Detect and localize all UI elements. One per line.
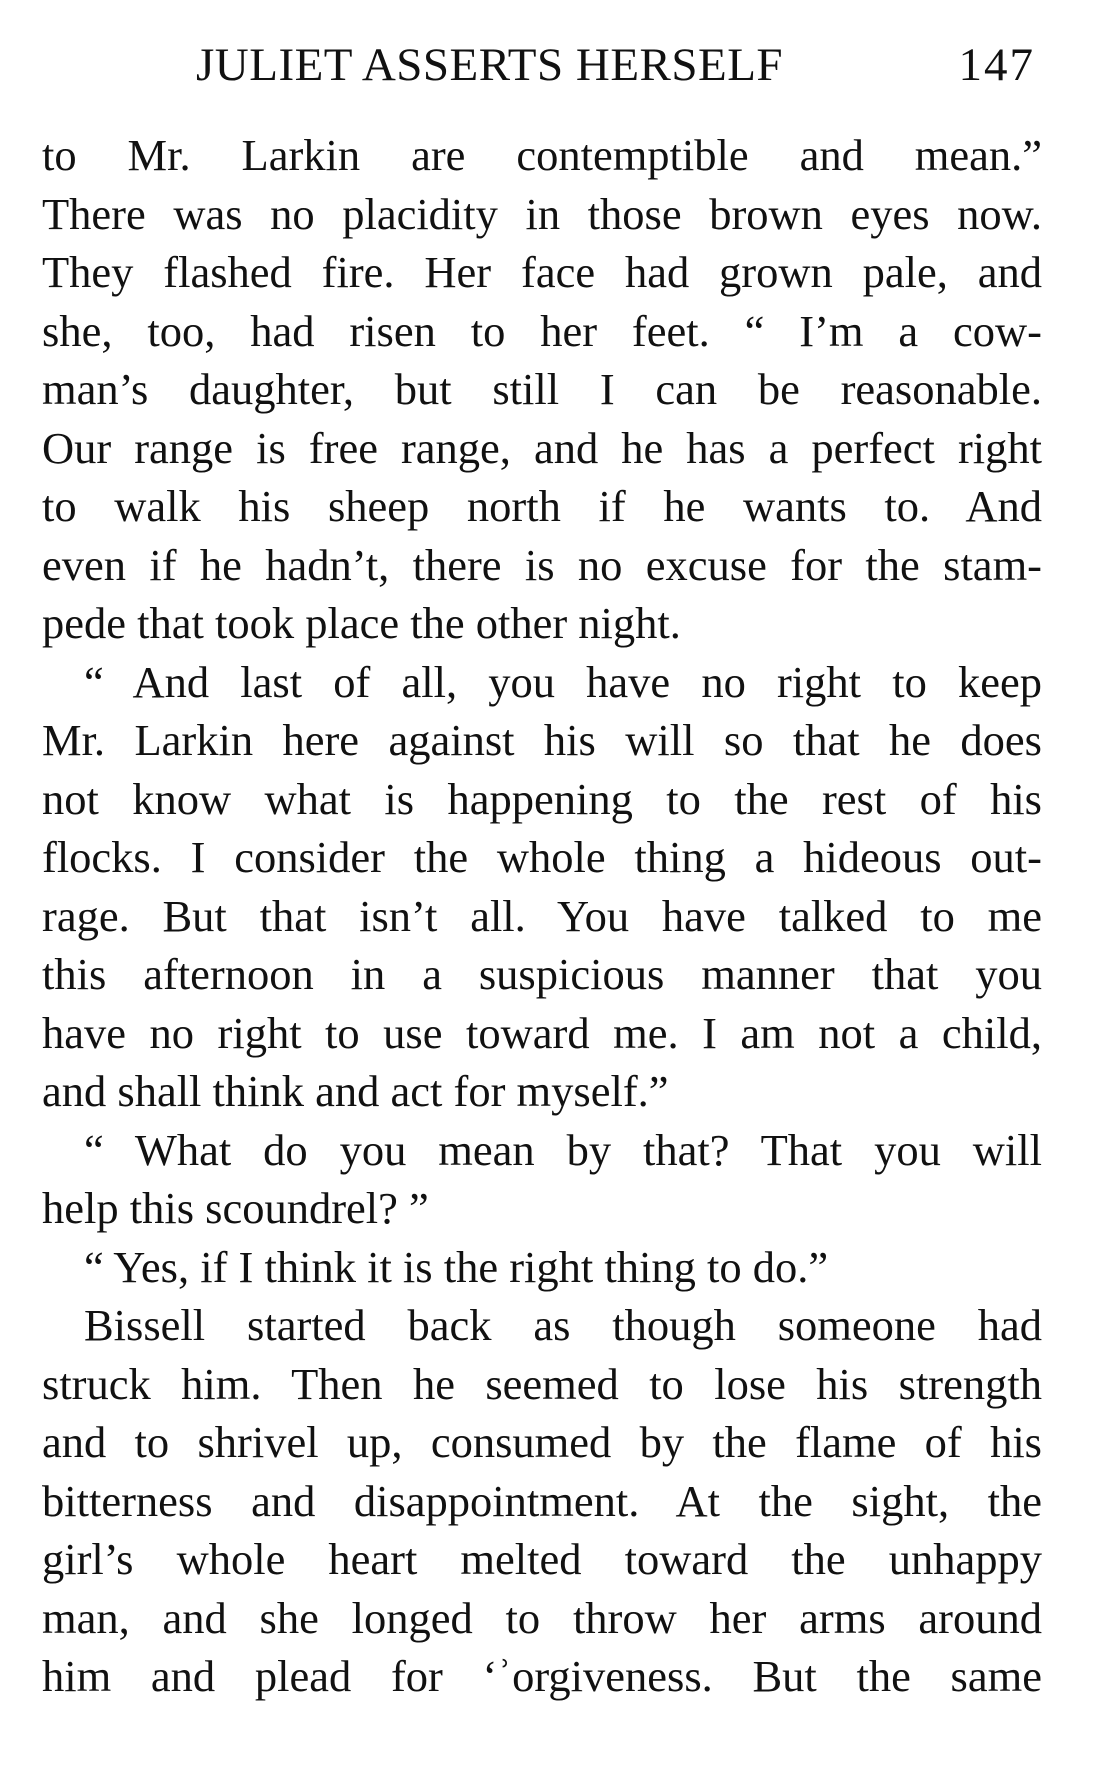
text-line: “ Yes, if I think it is the right thing to do.” — [84, 1241, 829, 1292]
text-line: have no right to use toward me. I am not a child, — [42, 1007, 1042, 1058]
text-line: girl’s whole heart melted toward the unhappy — [42, 1534, 1042, 1584]
body-text — [42, 126, 1042, 1706]
text-line: “ And last of all, you have no right to keep — [84, 656, 1042, 707]
text-line: even if he hadn’t, there is no excuse for the stam- — [42, 539, 1042, 590]
running-head — [196, 38, 1035, 98]
text-line: help this scoundrel? ” — [42, 1183, 429, 1233]
text-line: she, too, had risen to her feet. “ I’m a cow- — [42, 305, 1042, 356]
text-line: him and plead for ‘ʾorgiveness. But the same — [42, 1651, 1042, 1701]
text-line: to walk his sheep north if he wants to. And — [42, 481, 1042, 531]
text-line: to Mr. Larkin are contemptible and mean.” — [42, 130, 1042, 180]
text-line: Our range is free range, and he has a perfect right — [42, 422, 1042, 473]
chapter-title: JULIET ASSERTS HERSELF — [196, 39, 784, 91]
text-line: pede that took place the other night. — [42, 598, 681, 648]
text-line: not know what is happening to the rest of his — [42, 773, 1042, 824]
page-number: 147 — [958, 39, 1035, 91]
text-line: “ What do you mean by that? That you will — [84, 1124, 1042, 1175]
text-line: man’s daughter, but still I can be reasonable. — [42, 364, 1042, 414]
text-line: this afternoon in a suspicious manner that you — [42, 949, 1042, 999]
text-line: and to shrivel up, consumed by the flame of his — [42, 1417, 1042, 1467]
text-line: and shall think and act for myself.” — [42, 1066, 669, 1116]
text-line: bitterness and disappointment. At the sight, the — [42, 1475, 1042, 1526]
text-line: man, and she longed to throw her arms around — [42, 1592, 1042, 1643]
text-line: There was no placidity in those brown eyes now. — [42, 188, 1042, 239]
text-line: flocks. I consider the whole thing a hideous out- — [42, 832, 1042, 882]
text-line: rage. But that isn’t all. You have talked to me — [42, 890, 1042, 941]
text-line: They flashed fire. Her face had grown pale, and — [42, 247, 1042, 297]
text-line: struck him. Then he seemed to lose his strength — [42, 1358, 1042, 1409]
text-line: Mr. Larkin here against his will so that he does — [42, 715, 1042, 765]
text-line: Bissell started back as though someone had — [84, 1300, 1042, 1350]
